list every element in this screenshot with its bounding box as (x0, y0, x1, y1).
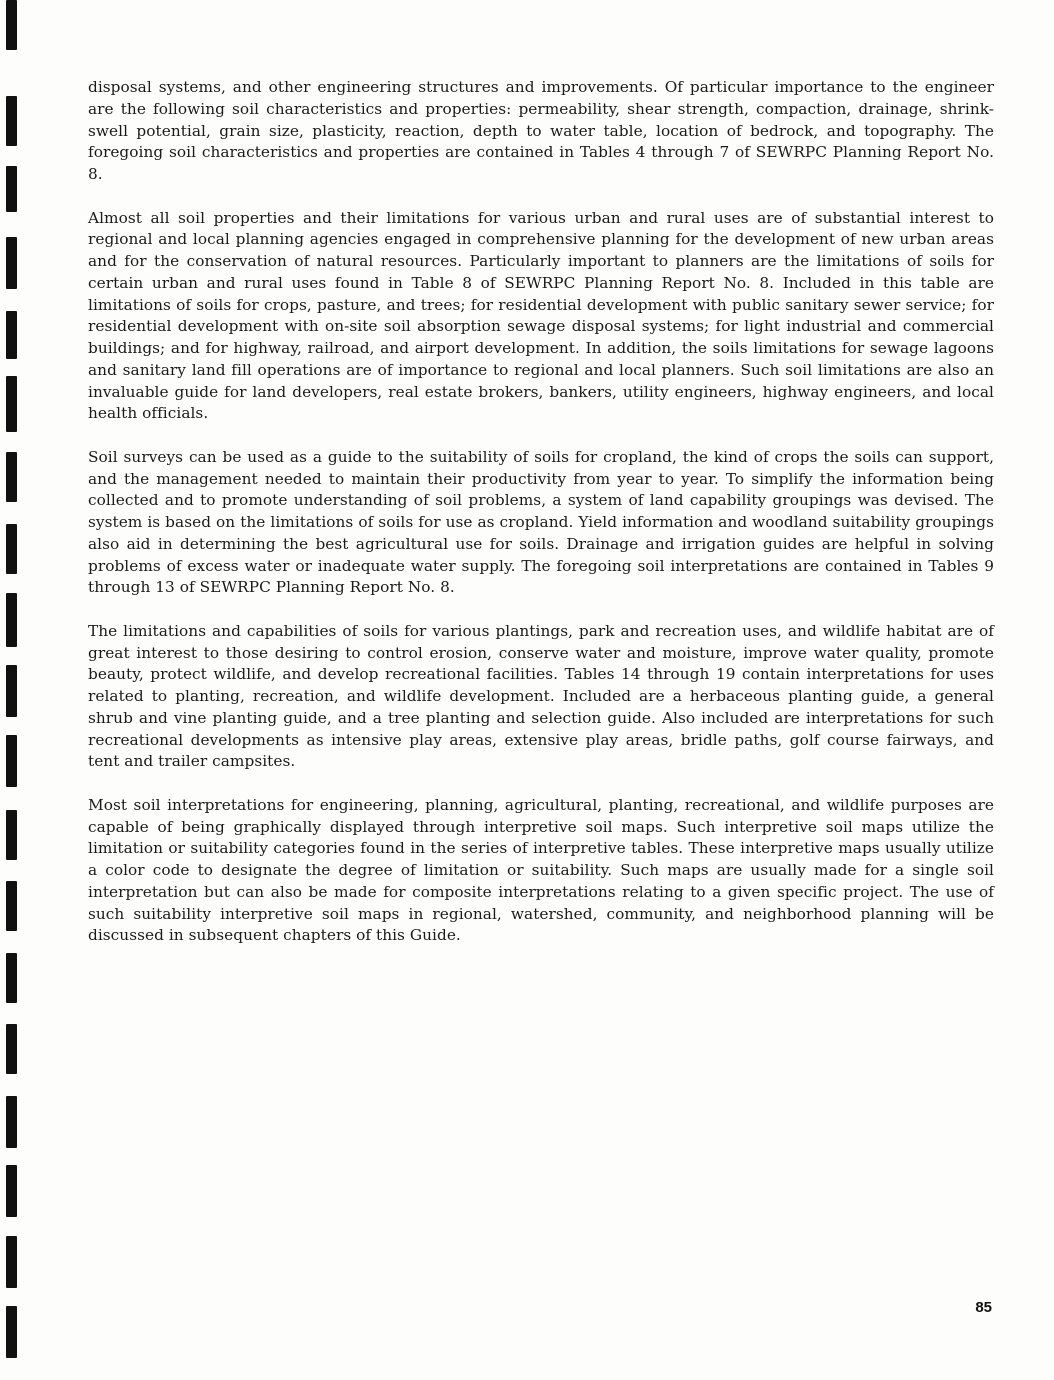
paragraph-planting-recreation: The limitations and capabilities of soils for various plantings, park and recreation uses, and wildlife habitat are of great interest to those desiring to control erosion, conserve water and moisture, improve water quality, promote beauty, protect wildlife, and develop recreational facilities. Tables 14 through 19 contain interpretations for uses related to planting, recreation, and wildlife development. Included are a herbaceous planting guide, a general shrub and vine planting guide, and a tree planting and selection guide. Also included are interpretations for such recreational developments as intensive play areas, extensive play areas, bridle paths, golf course fairways, and tent and trailer campsites. (88, 621, 994, 771)
page-number: 85 (975, 1299, 992, 1316)
paragraph-agricultural-suitability: Soil surveys can be used as a guide to the suitability of soils for cropland, the kind of crops the soils can support, and the management needed to maintain their productivity from year to year. To simplify the information being collected and to promote understanding of soil problems, a system of land capability groupings was devised. The system is based on the limitations of soils for use as cropland. Yield information and woodland suitability groupings also aid in determining the best agricultural use for soils. Drainage and irrigation guides are helpful in solving problems of excess water or inadequate water supply. The foregoing soil interpretations are contained in Tables 9 through 13 of SEWRPC Planning Report No. 8. (88, 447, 994, 597)
paragraph-planning-limitations: Almost all soil properties and their limitations for various urban and rural uses are of substantial interest to regional and local planning agencies engaged in comprehensive planning for the development of new urban areas and for the conservation of natural resources. Particularly important to planners are the limitations of soils for certain urban and rural uses found in Table 8 of SEWRPC Planning Report No. 8. Included in this table are limitations of soils for crops, pasture, and trees; for residential development with public sanitary sewer service; for residential development with on-site soil absorption sewage disposal systems; for light industrial and commercial buildings; and for highway, railroad, and airport development. In addition, the soils limitations for sewage lagoons and sanitary land fill operations are of importance to regional and local planners. Such soil limitations are also an invaluable guide for land developers, real estate brokers, bankers, utility engineers, highway engineers, and local health officials. (88, 208, 994, 423)
paragraph-engineering-properties: disposal systems, and other engineering structures and improvements. Of particular importance to the engineer are the following soil characteristics and properties: permeability, shear strength, compaction, drainage, shrink-swell potential, grain size, plasticity, reaction, depth to water table, location of bedrock, and topography. The foregoing soil characteristics and properties are contained in Tables 4 through 7 of SEWRPC Planning Report No. 8. (88, 78, 994, 183)
paragraph-interpretive-maps: Most soil interpretations for engineering, planning, agricultural, planting, recreational, and wildlife purposes are capable of being graphically displayed through interpretive soil maps. Such interpretive soil maps utilize the limitation or suitability categories found in the series of interpretive tables. These interpretive maps usually utilize a color code to designate the degree of limitation or suitability. Such maps are usually made for a single soil interpretation but can also be made for composite interpretations relating to a given specific project. The use of such suitability interpretive soil maps in regional, watershed, community, and neighborhood planning will be discussed in subsequent chapters of this Guide. (88, 795, 994, 945)
body-text (88, 77, 994, 969)
binding-punch-marks (0, 0, 30, 1380)
